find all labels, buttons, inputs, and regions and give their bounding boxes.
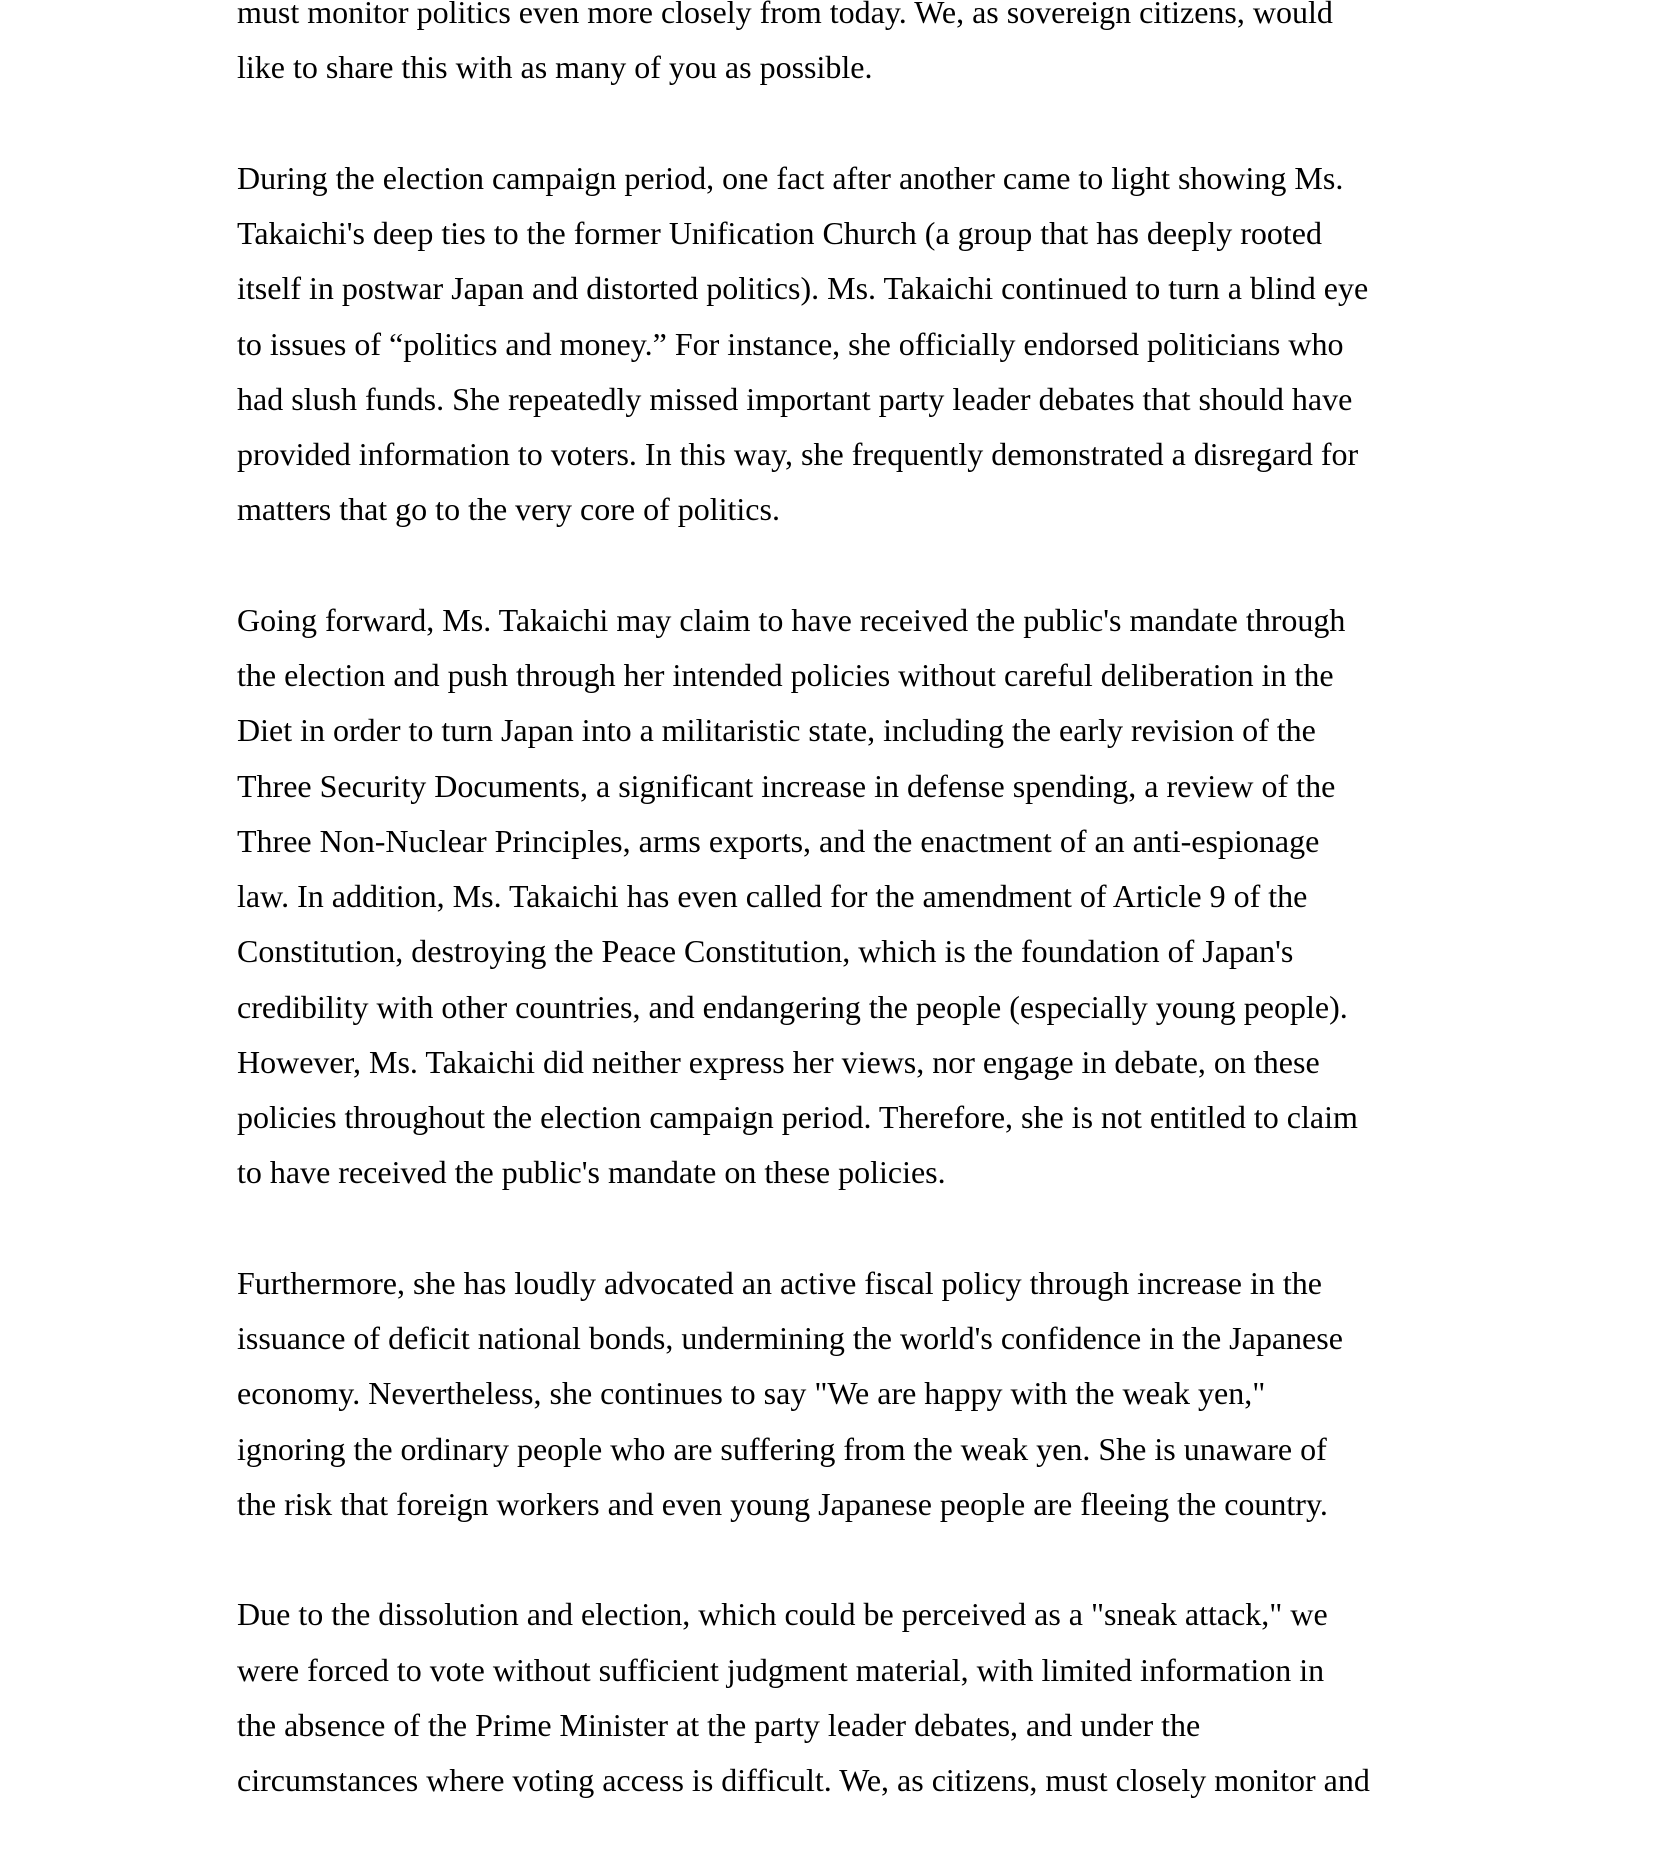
text-line: the election and push through her intended policies without careful deliberation in the	[237, 657, 1334, 693]
text-line: ignoring the ordinary people who are suffering from the weak yen. She is unaware of	[237, 1430, 1327, 1467]
text-line: Three Non-Nuclear Principles, arms exports, and the enactment of an anti-espionage	[237, 822, 1320, 859]
paragraph-1	[237, 0, 1437, 96]
text-line: Three Security Documents, a significant increase in defense spending, a review of the	[237, 767, 1336, 804]
text-line: Going forward, Ms. Takaichi may claim to have received the public's mandate through	[237, 601, 1346, 638]
text-line: Constitution, destroying the Peace Constitution, which is the foundation of Japan's	[237, 933, 1294, 970]
document-body	[237, 0, 1437, 1864]
paragraph-3	[237, 593, 1437, 1201]
text-line: circumstances where voting access is difficult. We, as citizens, must closely monitor and	[237, 1762, 1370, 1798]
text-line: must monitor politics even more closely from today. We, as sovereign citizens, would	[237, 0, 1333, 30]
text-line: like to share this with as many of you as possible.	[237, 49, 873, 86]
text-line: Furthermore, she has loudly advocated an active fiscal policy through increase in the	[237, 1264, 1322, 1301]
text-line: itself in postwar Japan and distorted politics). Ms. Takaichi continued to turn a blind eye	[237, 270, 1369, 307]
text-line: Due to the dissolution and election, which could be perceived as a "sneak attack," we	[237, 1596, 1328, 1633]
text-line: economy. Nevertheless, she continues to say "We are happy with the weak yen,"	[237, 1375, 1266, 1412]
paragraph-5	[237, 1587, 1437, 1808]
text-line: Takaichi's deep ties to the former Unification Church (a group that has deeply rooted	[237, 215, 1322, 251]
text-line: the risk that foreign workers and even young Japanese people are fleeing the country.	[237, 1485, 1328, 1522]
paragraph-4	[237, 1256, 1437, 1532]
text-line: were forced to vote without sufficient judgment material, with limited information in	[237, 1651, 1325, 1688]
text-line: issuance of deficit national bonds, undermining the world's confidence in the Japanese	[237, 1320, 1343, 1356]
text-line: During the election campaign period, one fact after another came to light showing Ms.	[237, 159, 1344, 196]
text-line: the absence of the Prime Minister at the party leader debates, and under the	[237, 1706, 1201, 1743]
text-line: credibility with other countries, and endangering the people (especially young people).	[237, 988, 1348, 1025]
text-line: However, Ms. Takaichi did neither express her views, nor engage in debate, on these	[237, 1043, 1320, 1080]
paragraph-2	[237, 151, 1437, 538]
text-line: matters that go to the very core of politics.	[237, 491, 780, 528]
text-line: had slush funds. She repeatedly missed important party leader debates that should have	[237, 380, 1353, 417]
text-line: Diet in order to turn Japan into a militaristic state, including the early revision of the	[237, 712, 1316, 749]
text-line: policies throughout the election campaign period. Therefore, she is not entitled to claim	[237, 1099, 1358, 1135]
text-line: provided information to voters. In this way, she frequently demonstrated a disregard for	[237, 436, 1359, 472]
text-line: law. In addition, Ms. Takaichi has even called for the amendment of Article 9 of the	[237, 878, 1308, 914]
text-line: to have received the public's mandate on these policies.	[237, 1154, 946, 1191]
text-line: to issues of “politics and money.” For instance, she officially endorsed politicians who	[237, 325, 1344, 362]
